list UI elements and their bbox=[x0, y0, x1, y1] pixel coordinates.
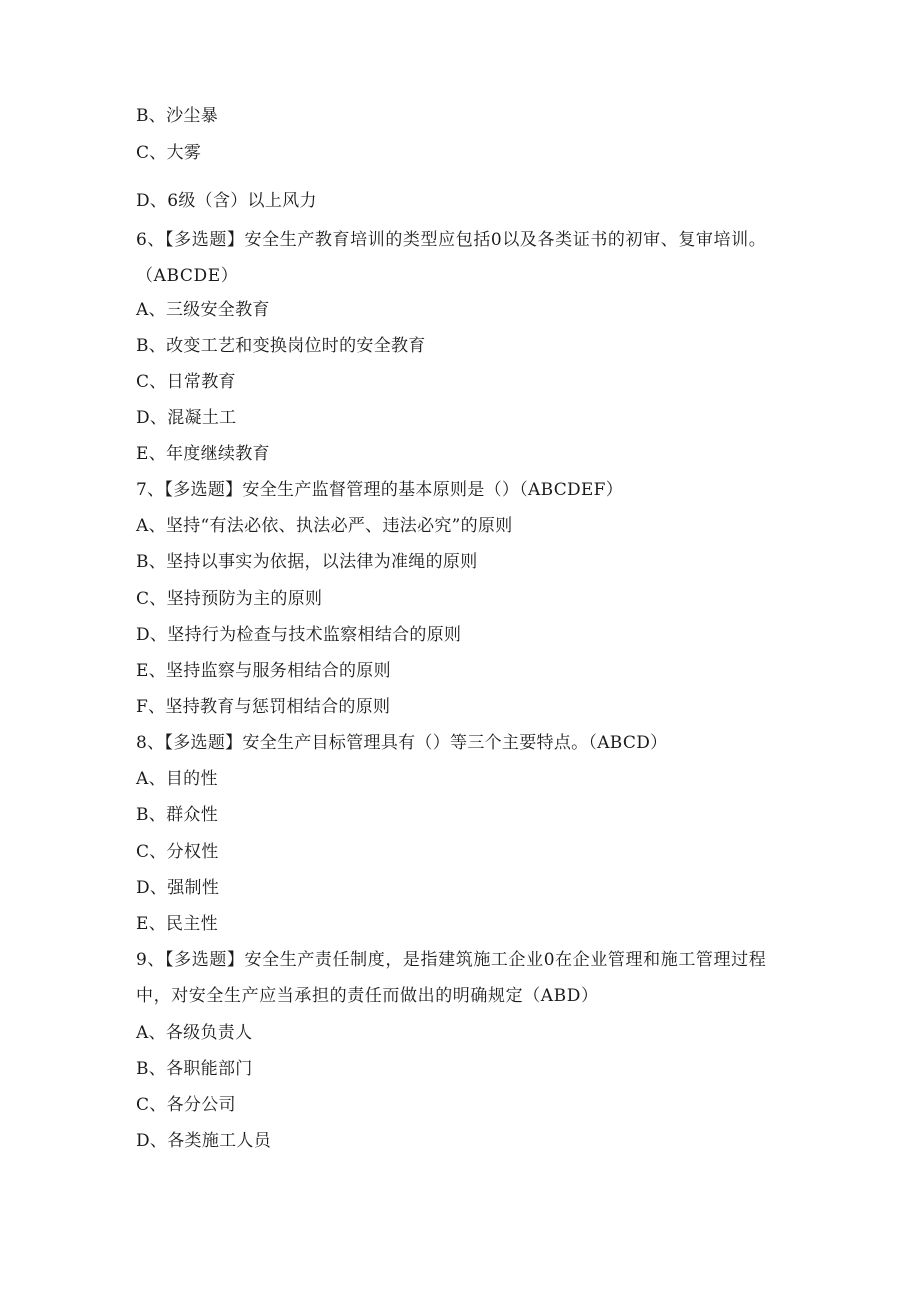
option-line: C、大雾 bbox=[136, 143, 202, 163]
option-line: A、各级负责人 bbox=[136, 1023, 253, 1043]
option-line: D、各类施工人员 bbox=[136, 1131, 272, 1151]
option-line: C、分权性 bbox=[136, 842, 219, 862]
option-line: F、坚持教育与惩罚相结合的原则 bbox=[136, 697, 391, 717]
option-line: E、年度继续教育 bbox=[136, 444, 270, 464]
question-stem-6: 6、【多选题】安全生产教育培训的类型应包括0以及各类证书的初审、复审培训。（ABCDE） bbox=[136, 230, 767, 286]
option-line: A、坚持“有法必依、执法必严、违法必究”的原则 bbox=[136, 516, 513, 536]
option-line: A、三级安全教育 bbox=[136, 300, 270, 320]
option-line: B、沙尘暴 bbox=[136, 106, 218, 126]
option-line: D、混凝土工 bbox=[136, 408, 237, 428]
option-line: D、强制性 bbox=[136, 878, 220, 898]
option-line: C、各分公司 bbox=[136, 1095, 236, 1115]
option-line: D、6级（含）以上风力 bbox=[136, 191, 317, 211]
option-line: B、群众性 bbox=[136, 805, 218, 825]
option-line: B、各职能部门 bbox=[136, 1059, 253, 1079]
option-line: C、坚持预防为主的原则 bbox=[136, 589, 323, 609]
option-line: E、坚持监察与服务相结合的原则 bbox=[136, 661, 391, 681]
question-stem-7: 7、【多选题】安全生产监督管理的基本原则是（）（ABCDEF） bbox=[136, 480, 624, 500]
question-stem-8: 8、【多选题】安全生产目标管理具有（）等三个主要特点。（ABCD） bbox=[136, 733, 668, 753]
option-line: E、民主性 bbox=[136, 914, 218, 934]
question-stem-9: 9、【多选题】安全生产责任制度，是指建筑施工企业0在企业管理和施工管理过程中，对安全生产应当承担的责任而做出的明确规定（ABD） bbox=[136, 950, 767, 1006]
option-line: A、目的性 bbox=[136, 769, 218, 789]
option-line: B、坚持以事实为依据，以法律为准绳的原则 bbox=[136, 552, 478, 572]
option-line: D、坚持行为检查与技术监察相结合的原则 bbox=[136, 625, 462, 645]
option-line: B、改变工艺和变换岗位时的安全教育 bbox=[136, 336, 426, 356]
option-line: C、日常教育 bbox=[136, 372, 236, 392]
